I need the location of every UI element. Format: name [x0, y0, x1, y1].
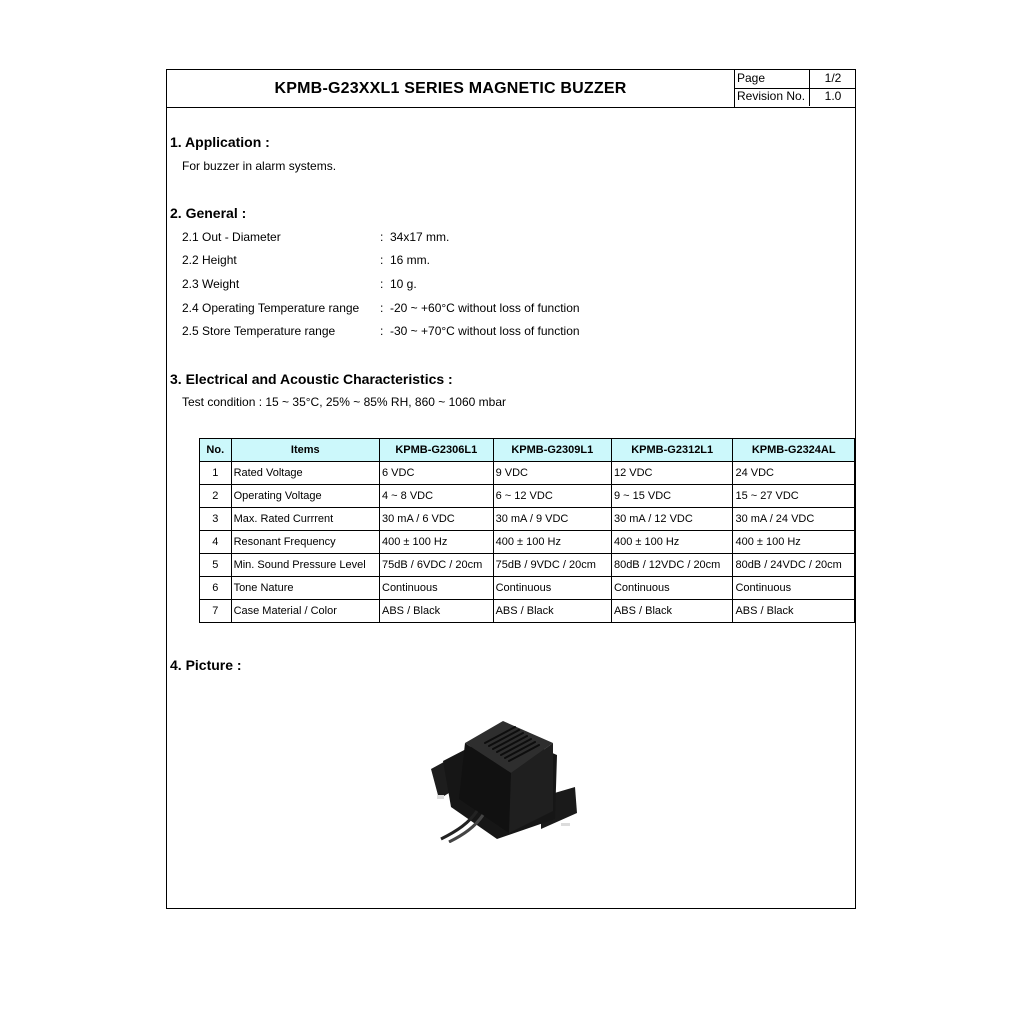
table-cell: 9 ~ 15 VDC	[611, 485, 733, 508]
page-value: 1/2	[809, 70, 856, 88]
document-header	[167, 70, 855, 108]
page-label: Page	[737, 71, 766, 85]
general-item-value: -30 ~ +70°C without loss of function	[390, 324, 580, 338]
general-item-value: -20 ~ +60°C without loss of function	[390, 301, 580, 315]
table-cell: Max. Rated Currrent	[231, 508, 379, 531]
table-cell: Case Material / Color	[231, 600, 379, 623]
general-item	[182, 301, 782, 317]
page-row	[735, 70, 855, 89]
electrical-heading: 3. Electrical and Acoustic Characteristics :	[170, 371, 453, 387]
table-cell: 7	[200, 600, 232, 623]
document-title: KPMB-G23XXL1 SERIES MAGNETIC BUZZER	[274, 79, 627, 97]
table-cell: Continuous	[493, 577, 611, 600]
table-cell: Resonant Frequency	[231, 531, 379, 554]
application-text: For buzzer in alarm systems.	[182, 159, 337, 173]
table-cell: 4	[200, 531, 232, 554]
table-cell: 5	[200, 554, 232, 577]
general-item-label: 2.2 Height	[182, 253, 237, 267]
table-cell: 30 mA / 9 VDC	[493, 508, 611, 531]
table-cell: 9 VDC	[493, 462, 611, 485]
table-cell: 4 ~ 8 VDC	[380, 485, 494, 508]
general-item-separator: :	[380, 253, 384, 267]
column-header: KPMB-G2324AL	[733, 439, 855, 462]
buzzer-photo	[429, 715, 579, 843]
general-item	[182, 253, 782, 269]
table-cell: Min. Sound Pressure Level	[231, 554, 379, 577]
general-item-label: 2.5 Store Temperature range	[182, 324, 336, 338]
table-cell: Operating Voltage	[231, 485, 379, 508]
column-header: KPMB-G2312L1	[611, 439, 733, 462]
table-cell: 30 mA / 24 VDC	[733, 508, 855, 531]
general-item-label: 2.3 Weight	[182, 277, 240, 291]
table-cell: Tone Nature	[231, 577, 379, 600]
table-cell: Rated Voltage	[231, 462, 379, 485]
table-row	[200, 554, 855, 577]
table-cell: Continuous	[380, 577, 494, 600]
general-item	[182, 277, 782, 293]
test-condition: Test condition : 15 ~ 35°C, 25% ~ 85% RH, 860 ~ 1060 mbar	[182, 395, 506, 409]
table-cell: ABS / Black	[493, 600, 611, 623]
general-heading: 2. General :	[170, 205, 247, 221]
table-cell: 3	[200, 508, 232, 531]
table-row	[200, 577, 855, 600]
table-row	[200, 462, 855, 485]
column-header: KPMB-G2309L1	[493, 439, 611, 462]
table-cell: 30 mA / 12 VDC	[611, 508, 733, 531]
table-row	[200, 485, 855, 508]
table-cell: 80dB / 24VDC / 20cm	[733, 554, 855, 577]
general-item-separator: :	[380, 230, 384, 244]
general-item-label: 2.4 Operating Temperature range	[182, 301, 360, 315]
picture-heading: 4. Picture :	[170, 657, 242, 673]
application-heading: 1. Application :	[170, 134, 270, 150]
table-cell: 15 ~ 27 VDC	[733, 485, 855, 508]
table-cell: Continuous	[611, 577, 733, 600]
table-cell: 6 VDC	[380, 462, 494, 485]
table-cell: Continuous	[733, 577, 855, 600]
revision-row	[735, 88, 855, 106]
revision-value: 1.0	[809, 88, 856, 106]
table-cell: 2	[200, 485, 232, 508]
table-cell: ABS / Black	[611, 600, 733, 623]
table-header-row	[200, 439, 855, 462]
general-item-value: 10 g.	[390, 277, 417, 291]
table-cell: 400 ± 100 Hz	[493, 531, 611, 554]
table-row	[200, 508, 855, 531]
column-header: No.	[200, 439, 232, 462]
table-row	[200, 531, 855, 554]
table-cell: 1	[200, 462, 232, 485]
table-cell: 75dB / 9VDC / 20cm	[493, 554, 611, 577]
general-item-separator: :	[380, 324, 384, 338]
table-cell: 6	[200, 577, 232, 600]
table-cell: 24 VDC	[733, 462, 855, 485]
table-cell: 75dB / 6VDC / 20cm	[380, 554, 494, 577]
general-item-separator: :	[380, 301, 384, 315]
characteristics-table	[199, 438, 855, 623]
general-item-value: 16 mm.	[390, 253, 431, 267]
revision-label: Revision No.	[737, 89, 806, 103]
column-header: KPMB-G2306L1	[380, 439, 494, 462]
general-item	[182, 324, 782, 340]
table-cell: 12 VDC	[611, 462, 733, 485]
column-header: Items	[231, 439, 379, 462]
general-item-value: 34x17 mm.	[390, 230, 450, 244]
general-item-label: 2.1 Out - Diameter	[182, 230, 281, 244]
table-cell: 6 ~ 12 VDC	[493, 485, 611, 508]
table-cell: 400 ± 100 Hz	[733, 531, 855, 554]
table-cell: ABS / Black	[733, 600, 855, 623]
table-cell: ABS / Black	[380, 600, 494, 623]
table-cell: 80dB / 12VDC / 20cm	[611, 554, 733, 577]
table-cell: 30 mA / 6 VDC	[380, 508, 494, 531]
revision-block	[734, 70, 855, 107]
table-cell: 400 ± 100 Hz	[611, 531, 733, 554]
general-item	[182, 230, 782, 246]
table-row	[200, 600, 855, 623]
table-cell: 400 ± 100 Hz	[380, 531, 494, 554]
datasheet-page	[166, 69, 856, 909]
general-item-separator: :	[380, 277, 384, 291]
